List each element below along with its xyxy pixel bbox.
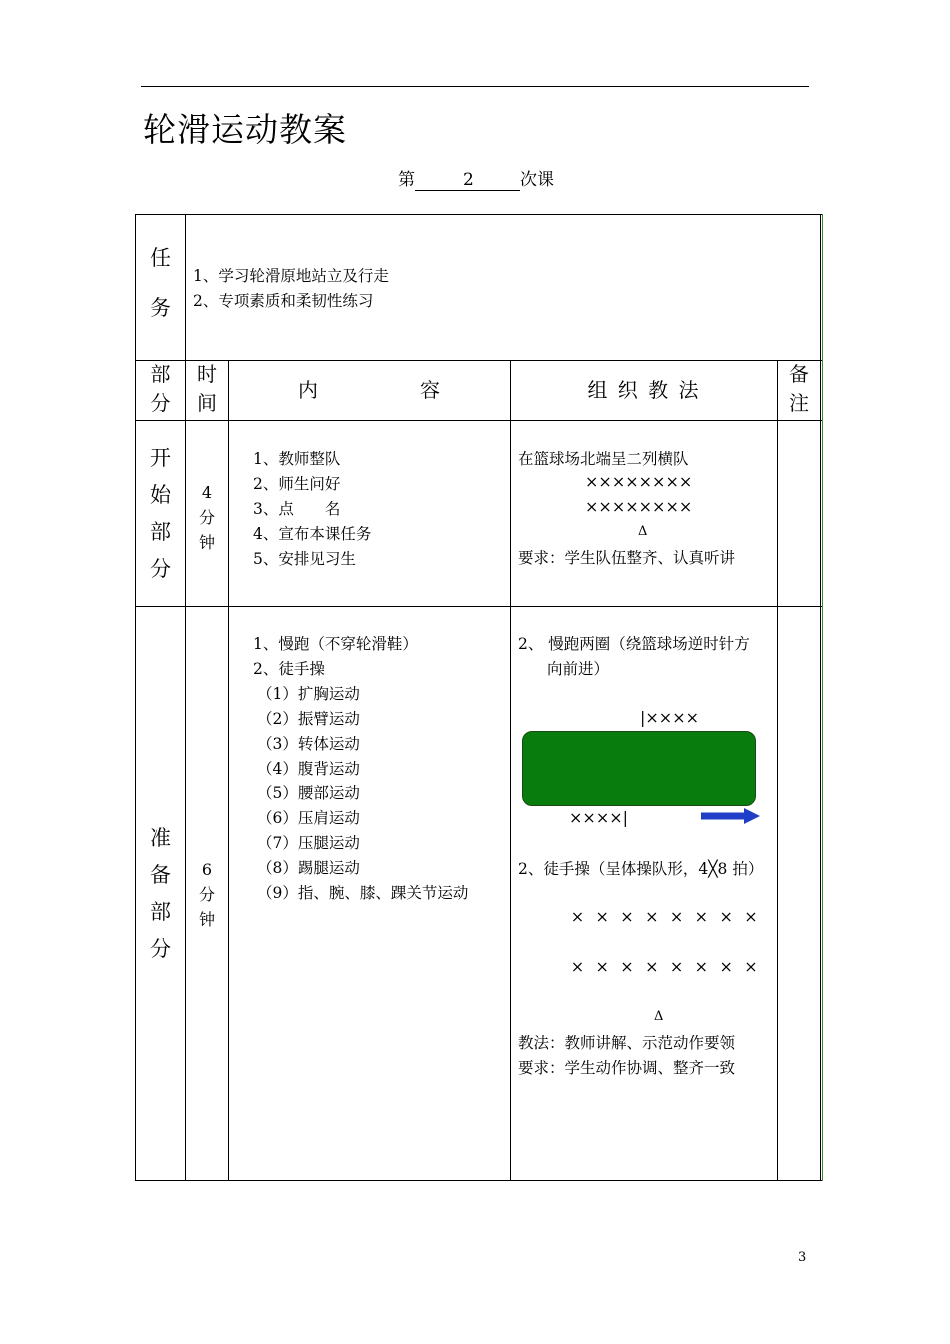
list-item: （3）转体运动	[257, 734, 360, 753]
start-teacher-mark: Δ	[638, 524, 648, 539]
header-note: 备 注	[789, 362, 809, 415]
start-content	[253, 447, 371, 572]
table-rule-header	[135, 420, 822, 421]
lesson-suffix: 次课	[520, 170, 554, 190]
table-col-rule-2	[228, 360, 229, 1181]
start-requirement: 要求：学生队伍整齐、认真听讲	[518, 549, 736, 567]
list-item: （6）压肩运动	[257, 809, 360, 828]
start-formation-row: ××××××××	[585, 472, 693, 491]
header-content-left: 内	[298, 378, 318, 402]
task-label: 任 务	[150, 246, 171, 320]
list-item: 1、慢跑（不穿轮滑鞋）	[253, 635, 418, 653]
document-title: 轮滑运动教案	[143, 110, 347, 149]
list-item: 5、安排见习生	[253, 549, 356, 568]
start-time: 4 分 钟	[198, 483, 215, 552]
task-items	[193, 264, 389, 314]
list-item: （1）扩胸运动	[257, 684, 360, 703]
prep-run-line: 2、 慢跑两圈（绕篮球场逆时针方	[518, 635, 750, 653]
lesson-number: 2	[415, 171, 520, 191]
table-border-top	[135, 214, 822, 215]
direction-arrow-icon	[700, 807, 762, 825]
task-item: 1、学习轮滑原地站立及行走	[193, 267, 389, 285]
table-col-rule-4	[777, 360, 778, 1181]
page-number: 3	[798, 1250, 807, 1265]
prep-label: 准 备 部 分	[150, 826, 171, 961]
prep-content	[253, 632, 468, 906]
lesson-prefix: 第	[398, 170, 415, 190]
start-method-intro: 在篮球场北端呈二列横队	[518, 450, 689, 468]
list-item: （2）振臂运动	[257, 709, 360, 728]
prep-exercise-title: 2、徒手操（呈体操队形，4╳8 拍）	[518, 860, 764, 878]
prep-requirement: 要求：学生动作协调、整齐一致	[518, 1059, 736, 1077]
list-item: 3、点 名	[253, 499, 341, 518]
list-item: 4、宣布本课任务	[253, 524, 372, 543]
prep-time: 6 分 钟	[198, 860, 215, 929]
header-time: 时 间	[197, 362, 217, 415]
table-rule-start	[135, 606, 822, 607]
basketball-court-shape	[522, 731, 756, 806]
list-item: （9）指、腕、膝、踝关节运动	[257, 884, 469, 903]
start-label: 开 始 部 分	[150, 446, 171, 581]
prep-run-top-row: |××××	[640, 708, 700, 727]
list-item: （4）腹背运动	[257, 759, 360, 778]
list-item: 2、徒手操	[253, 659, 325, 678]
table-border-bottom	[135, 1180, 822, 1181]
start-formation-row: ××××××××	[585, 497, 693, 516]
header-method: 组 织 教 法	[587, 378, 701, 402]
list-item: 1、教师整队	[253, 450, 341, 468]
prep-run-line: 向前进）	[547, 660, 610, 678]
prep-teacher-mark: Δ	[654, 1009, 664, 1024]
top-rule	[141, 86, 809, 87]
lesson-number-line	[398, 165, 554, 191]
header-part: 部 分	[150, 362, 171, 415]
prep-grid-row-2: × × × × × × × ×	[570, 957, 758, 976]
header-content-right: 容	[420, 378, 440, 402]
list-item: （5）腰部运动	[257, 784, 360, 803]
list-item: （8）踢腿运动	[257, 859, 360, 878]
list-item: 2、师生问好	[253, 474, 341, 493]
table-border-right	[820, 214, 821, 1181]
table-edge-accent	[822, 214, 823, 1181]
prep-teaching-method: 教法：教师讲解、示范动作要领	[518, 1034, 736, 1052]
prep-run-bottom-row: ××××|	[569, 808, 629, 827]
table-rule-task	[135, 360, 822, 361]
table-col-rule-3	[510, 360, 511, 1181]
list-item: （7）压腿运动	[257, 834, 360, 853]
prep-grid-row-1: × × × × × × × ×	[570, 907, 758, 926]
task-item: 2、专项素质和柔韧性练习	[193, 291, 374, 310]
